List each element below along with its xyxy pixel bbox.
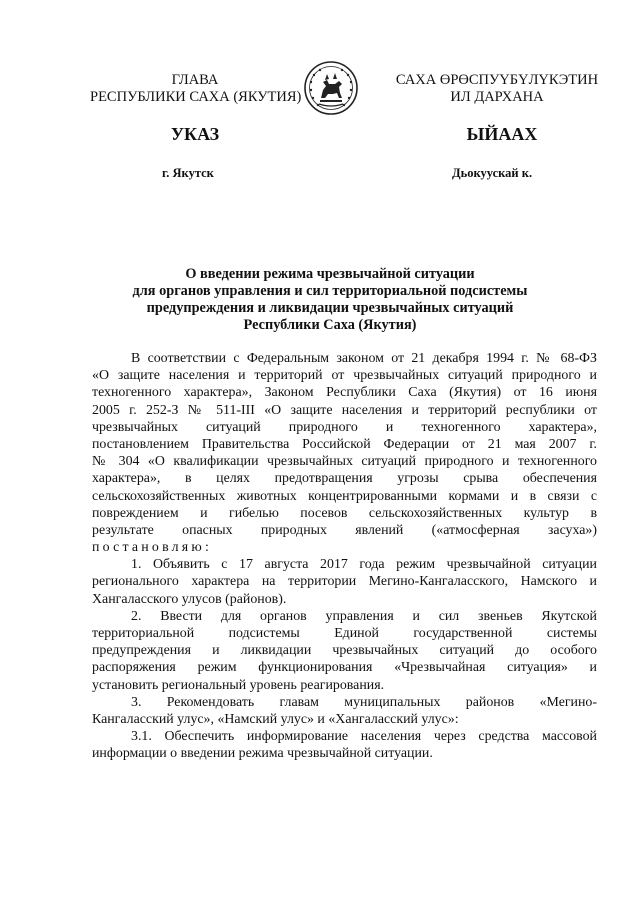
- doc-type-russian: УКАЗ: [170, 124, 220, 144]
- body-line: постановлением Правительства Российской Федерации от 21 мая 2007 г.: [92, 436, 597, 452]
- body-line: 3. Рекомендовать главам муниципальных районов «Мегино-: [131, 694, 597, 710]
- issuer-title-russian: [90, 72, 300, 106]
- body-line: результате опасных природных явлений («атмосферная засуха»): [92, 522, 597, 538]
- body-line: Кангаласский улус», «Намский улус» и «Хангаласский улус»:: [92, 711, 459, 727]
- body-line: повреждением и гибелью посевов сельскохозяйственных культур в: [92, 505, 597, 521]
- issuer-title-sakha: [392, 72, 602, 106]
- city-russian: г. Якутск: [162, 166, 214, 180]
- body-line: предупреждения и ликвидации чрезвычайных ситуаций до особого: [92, 643, 597, 659]
- title-line: О введении режима чрезвычайной ситуации: [185, 266, 475, 282]
- body-line: техногенного характера», Законом Республики Саха (Якутия) от 16 июня: [92, 385, 597, 401]
- body-line: сельскохозяйственных животных концентрированными кормами и в связи с: [92, 488, 597, 504]
- issuer-line: САХА ӨРӨСПУҮБҮЛҮКЭТИН: [395, 72, 599, 88]
- decree-body: [92, 350, 597, 763]
- body-line: Хангаласского улусов (районов).: [92, 591, 287, 607]
- body-line: «О защите населения и территорий от чрезвычайных ситуаций природного и: [92, 368, 597, 384]
- body-line: 2. Ввести для органов управления и сил звеньев Якутской: [131, 608, 597, 624]
- title-line: Республики Саха (Якутия): [243, 317, 417, 333]
- issuer-line: РЕСПУБЛИКИ САХА (ЯКУТИЯ): [90, 89, 302, 105]
- body-line: 1. Объявить с 17 августа 2017 года режим чрезвычайной ситуации: [131, 557, 597, 573]
- body-line: территориальной подсистемы Единой государственной системы: [92, 626, 597, 641]
- issuer-line: ИЛ ДАРХАНА: [450, 89, 544, 105]
- body-line: постановляю:: [92, 540, 213, 556]
- body-line: характера», в целях предотвращения угрозы срыва обеспечения: [92, 471, 597, 487]
- body-line: 3.1. Обеспечить информирование населения через средства массовой: [131, 729, 597, 745]
- body-line: регионального характера на территории Мегино-Кангаласского, Намского и: [92, 574, 597, 590]
- body-line: установить региональный уровень реагирования.: [92, 677, 385, 693]
- body-line: распоряжения режим функционирования «Чрезвычайная ситуация» и: [92, 660, 597, 676]
- issuer-line: ГЛАВА: [171, 72, 219, 88]
- body-line: информации о введении режима чрезвычайной ситуации.: [92, 746, 433, 762]
- title-line: предупреждения и ликвидации чрезвычайных ситуаций: [146, 300, 514, 316]
- doc-type-sakha: ЫЙААХ: [466, 124, 538, 144]
- title-line: для органов управления и сил территориальной подсистемы: [132, 283, 528, 299]
- city-sakha: Дьокуускай к.: [452, 166, 533, 180]
- body-line: В соответствии с Федеральным законом от 21 декабря 1994 г. № 68-ФЗ: [131, 351, 597, 366]
- body-line: чрезвычайных ситуаций природного и техногенного характера»,: [92, 419, 597, 435]
- body-line: № 304 «О квалификации чрезвычайных ситуаций природного и техногенного: [92, 454, 597, 470]
- body-line: 2005 г. 252-З № 511-III «О защите населения и территорий республики от: [92, 402, 597, 418]
- decree-title: [95, 266, 565, 334]
- coat-of-arms-emblem-icon: [303, 60, 359, 116]
